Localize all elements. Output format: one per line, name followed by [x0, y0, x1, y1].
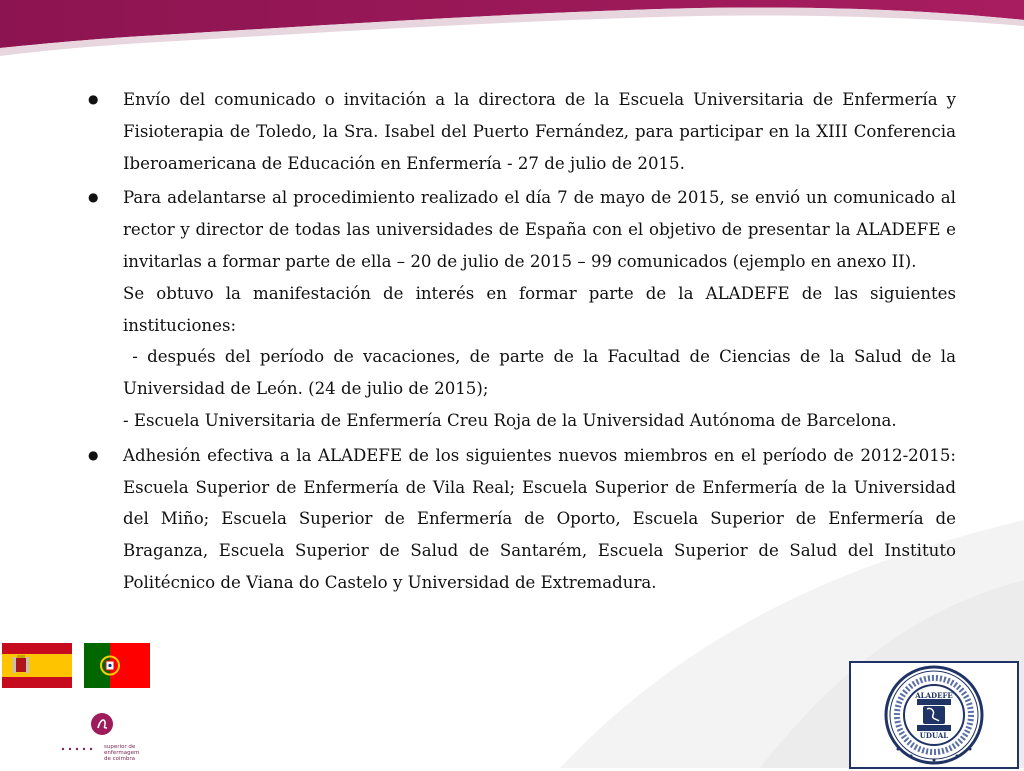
paragraph: - después del período de vacaciones, de parte de la Facultad de Ciencias de la Salud de la Universidad de León. (24 de julio de 2015);	[123, 347, 962, 399]
logo-line-3: de coimbra	[104, 756, 136, 762]
coimbra-logo	[58, 710, 168, 766]
bullet-dot-icon: ●	[88, 190, 99, 205]
bullet-dot-icon: ●	[88, 447, 99, 462]
seal-top-text: ALADEFE	[915, 691, 953, 700]
logo-line-1: superior de	[104, 744, 136, 750]
paragraph: Envío del comunicado o invitación a la directora de la Escuela Universitaria de Enfermería y Fisioterapia de Toledo, la Sra. Isabel del Puerto Fernández, para participar en la XIII Conferencia Iberoamericana de Educación en Enfermería - 27 de julio de 2015.	[123, 90, 956, 173]
bullet-item	[82, 182, 962, 436]
paragraph: Para adelantarse al procedimiento realizado el día 7 de mayo de 2015, se envió un comunicado al rector y director de todas las universidades de España con el objetivo de presentar la ALADEFE e invitarlas a formar parte de ella – 20 de julio de 2015 – 99 comunicados (ejemplo en anexo II).	[123, 188, 956, 271]
aladefe-seal-box	[849, 661, 1019, 769]
aladefe-seal-icon	[851, 663, 1017, 767]
body-text	[82, 84, 962, 602]
portugal-flag-icon	[84, 643, 150, 688]
seal-bottom-text: UDUAL	[919, 731, 949, 740]
paragraph: Adhesión efectiva a la ALADEFE de los siguientes nuevos miembros en el período de 2012-2015: Escuela Superior de Enfermería de Vila Real; Escuela Superior de Enfermería de la Universidad del Miño; Escuela Superior de Enfermería de Oporto, Escuela Superior de Enfermería de Braganza, Escuela Superior de Salud de Santarém, Escuela Superior de Salud del Instituto Politécnico de Viana do Castelo y Universidad de Extremadura.	[123, 445, 956, 592]
bullet-dot-icon: ●	[88, 92, 99, 106]
paragraph: Se obtuvo la manifestación de interés en formar parte de la ALADEFE de las siguientes instituciones:	[123, 283, 956, 335]
logo-mark-icon	[88, 710, 128, 740]
spain-flag-icon	[2, 643, 72, 688]
bullet-item	[82, 84, 956, 179]
logo-line-2: enfermagem	[104, 750, 140, 756]
logo-dots-icon	[60, 746, 100, 752]
paragraph: - Escuela Universitaria de Enfermería Creu Roja de la Universidad Autónoma de Barcelona.	[123, 410, 897, 430]
bullet-item	[82, 440, 956, 599]
